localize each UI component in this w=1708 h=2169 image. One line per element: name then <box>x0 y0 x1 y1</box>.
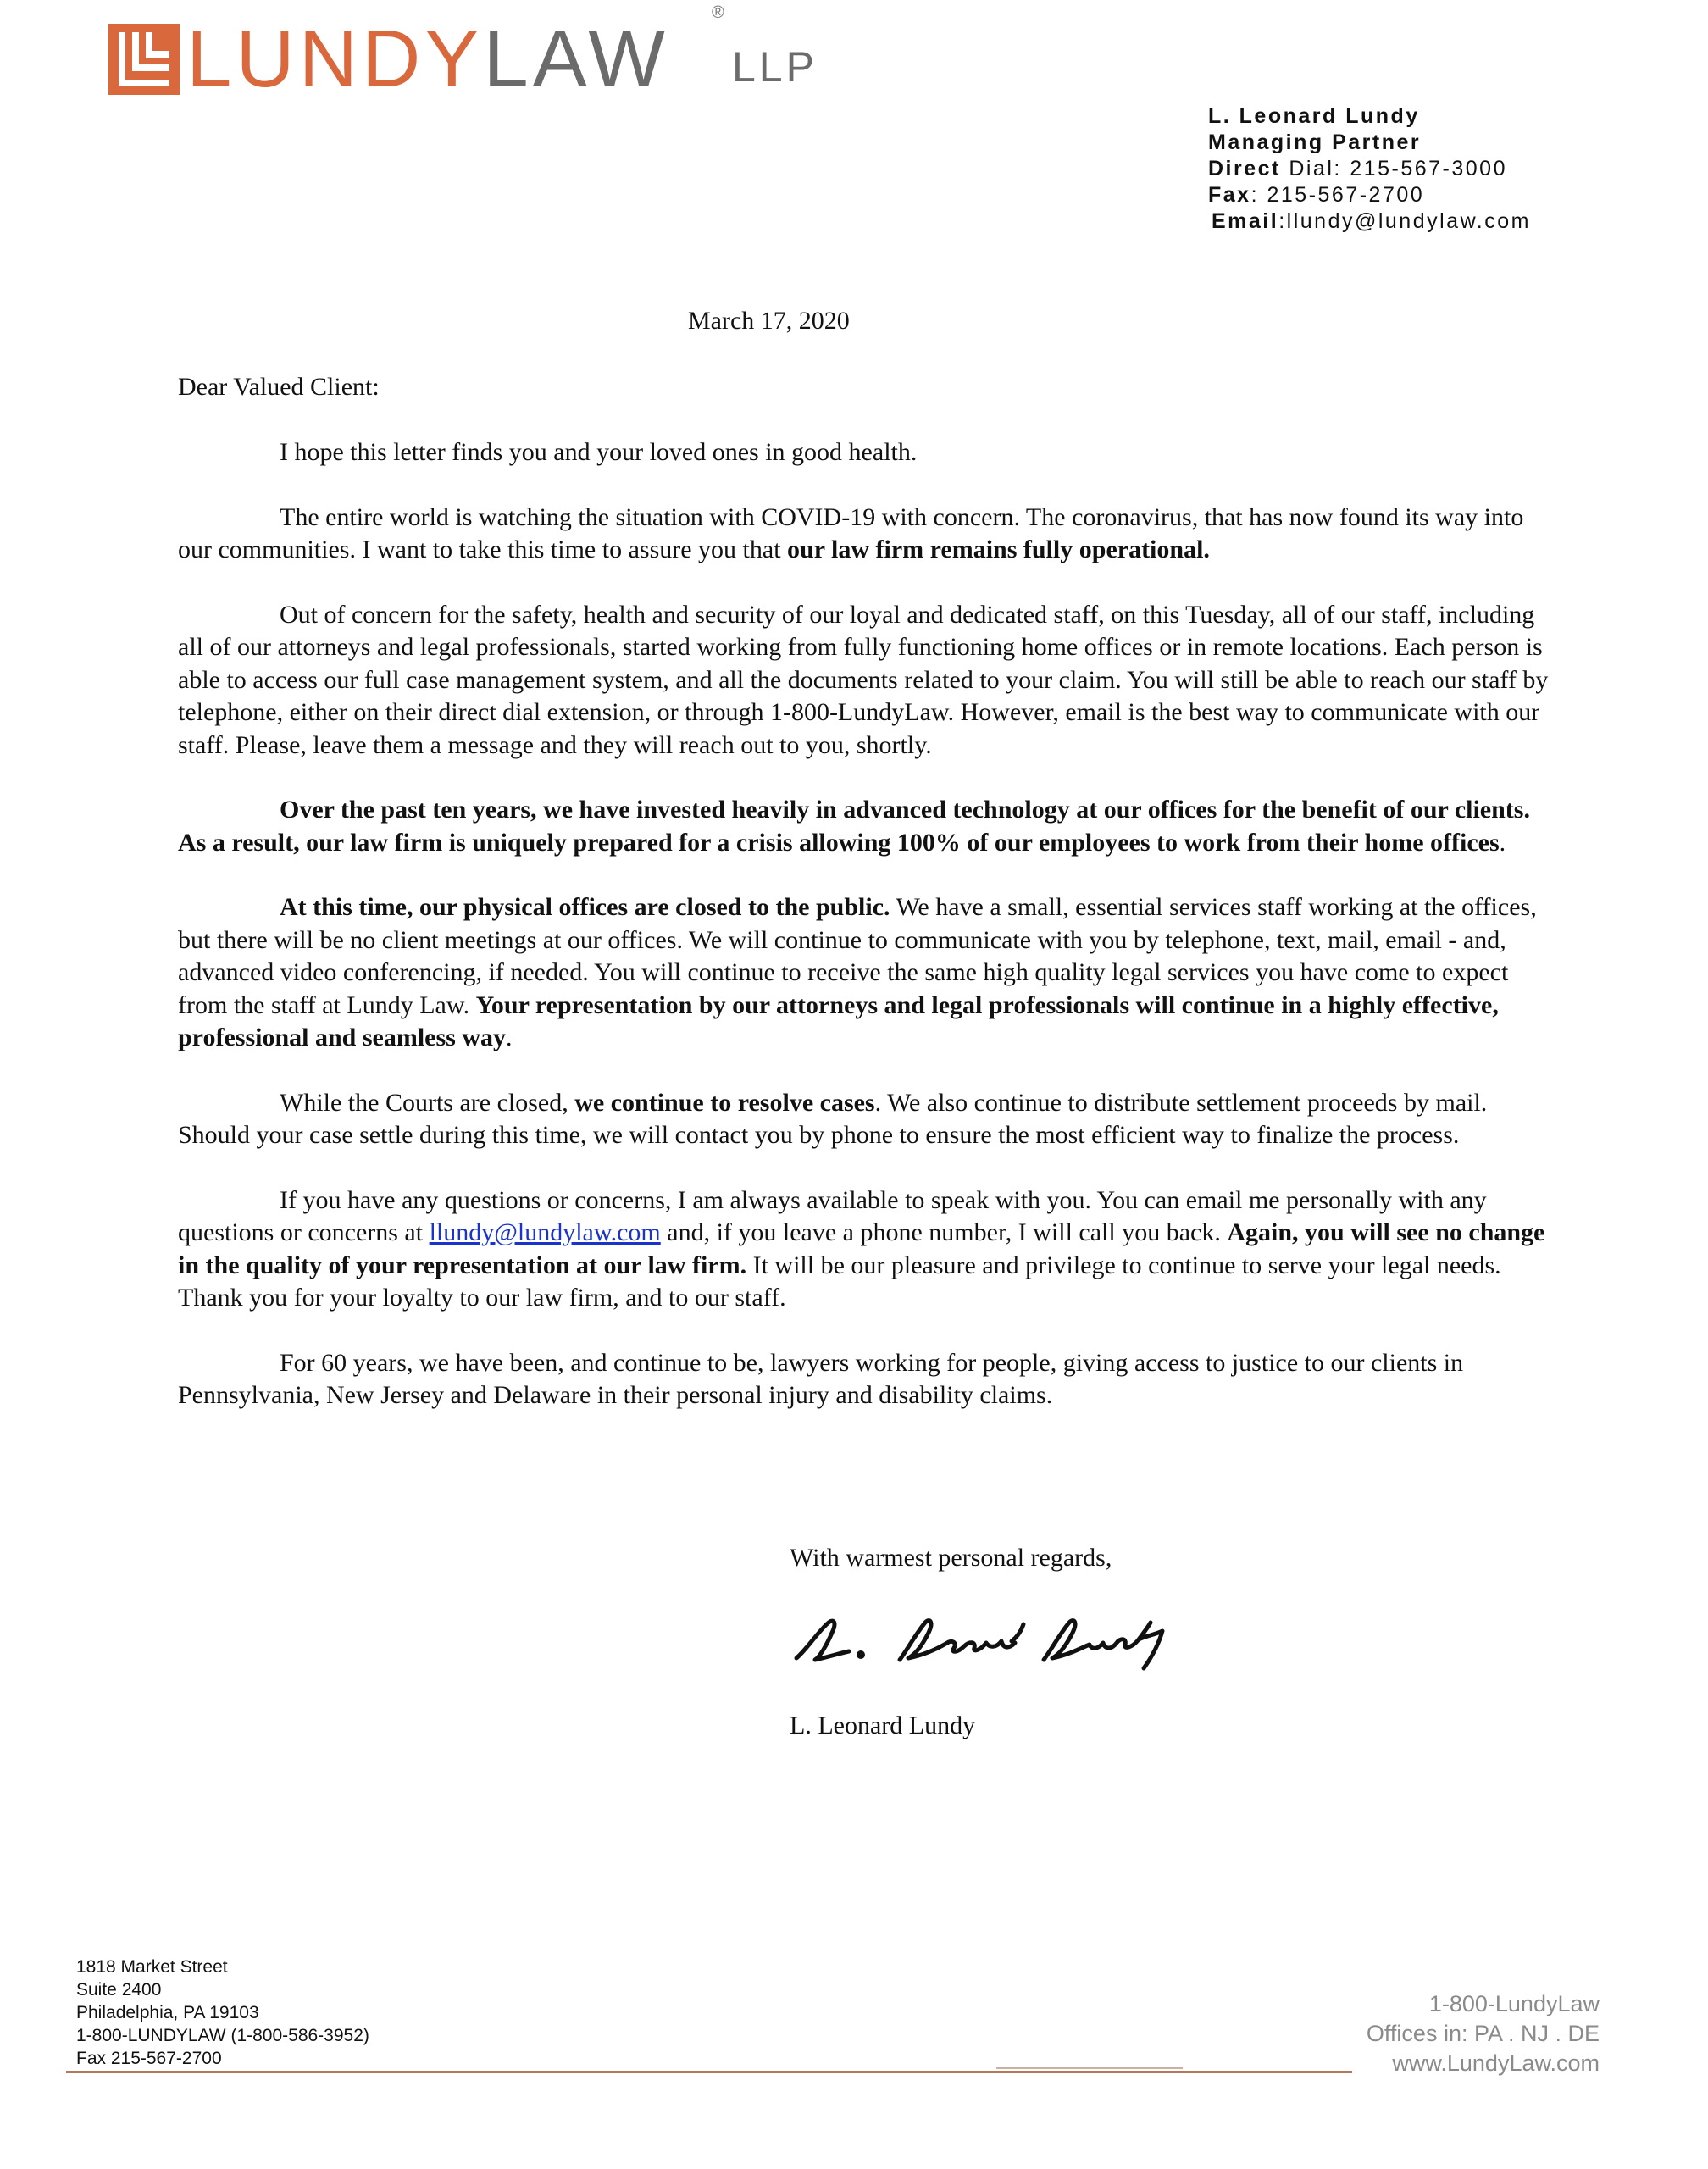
footer-website[interactable]: www.LundyLaw.com <box>1392 2050 1600 2076</box>
logo-wordmark <box>186 14 669 104</box>
sender-name: L. Leonard Lundy <box>1208 104 1420 128</box>
letter-date: March 17, 2020 <box>688 307 850 335</box>
salutation: Dear Valued Client: <box>178 373 380 401</box>
paragraph-4: Over the past ten years, we have invested heavily in advanced technology at our offices for the benefit of our clients. As a result, our law firm is uniquely prepared for a crisis allowing 100% of our employees to work from their home offices. <box>178 796 1530 857</box>
footer-address-line: Fax 215-567-2700 <box>76 2049 222 2068</box>
paragraph-5: At this time, our physical offices are closed to the public. We have a small, essential services staff working at the offices, but there will be no client meetings at our offices. We will continue to communicate with you by telephone, text, mail, email - and, advanced video conferencing, if needed. You will continue to receive the same high quality legal services you have come to expect from the staff at Lundy Law. Your representation by our attorneys and legal professionals will continue in a highly effective, professional and seamless way. <box>178 893 1537 1051</box>
logo-law-text: LAW <box>483 14 669 104</box>
footer-address <box>76 1955 369 2070</box>
footer-offices: Offices in: PA . NJ . DE <box>1366 2021 1600 2046</box>
sender-direct-dial: Direct Dial: 215-567-3000 <box>1208 157 1507 180</box>
closing: With warmest personal regards, <box>790 1544 1112 1572</box>
sender-block <box>1208 103 1531 235</box>
paragraph-6: While the Courts are closed, we continue to resolve cases. We also continue to distribute settlement proceeds by mail. Should your case settle during this time, we will contact you by phone to ensure the most efficient way to finalize the process. <box>178 1088 1488 1149</box>
footer-contact <box>1367 1989 1600 2078</box>
footer-divider-accent <box>996 2067 1183 2069</box>
logo-lundy-text: LUNDY <box>186 14 484 104</box>
paragraph-8: For 60 years, we have been, and continue to be, lawyers working for people, giving access to justice to our clients in Pennsylvania, New Jersey and Delaware in their personal injury and disability claims. <box>178 1348 1464 1409</box>
sender-fax: Fax: 215-567-2700 <box>1208 183 1425 207</box>
email-link[interactable]: llundy@lundylaw.com <box>429 1218 661 1246</box>
logo-llp-text: LLP <box>732 43 818 91</box>
lundy-law-logo <box>108 14 669 104</box>
paragraph-7: If you have any questions or concerns, I am always available to speak with you. You can email me personally with any questions or concerns at llundy@lundylaw.com and, if you leave a phone number, I will call you back. Again, you will see no change in the quality of your representation at our law firm. It will be our pleasure and privilege to continue to serve your legal needs. Thank you for your loyalty to our law firm, and to our staff. <box>178 1185 1545 1312</box>
paragraph-2: The entire world is watching the situation with COVID-19 with concern. The coronavirus, that has now found its way into our communities. I want to take this time to assure you that our law firm remains fully operational. <box>178 502 1524 563</box>
footer-address-line: 1-800-LUNDYLAW (1-800-586-3952) <box>76 2026 369 2045</box>
sender-title: Managing Partner <box>1208 130 1422 154</box>
footer-address-line: Philadelphia, PA 19103 <box>76 2003 259 2022</box>
sender-email: Email:llundy@lundylaw.com <box>1212 209 1531 233</box>
letter-body <box>178 436 1550 1445</box>
footer-address-line: 1818 Market Street <box>76 1957 228 1977</box>
registered-mark: ® <box>712 3 724 22</box>
logo-mark-icon <box>108 24 180 95</box>
footer-address-line: Suite 2400 <box>76 1980 162 2000</box>
signer-name: L. Leonard Lundy <box>790 1711 976 1739</box>
footer-phone: 1-800-LundyLaw <box>1428 1991 1600 2016</box>
footer-divider <box>66 2071 1352 2073</box>
handwritten-signature <box>790 1606 1196 1673</box>
paragraph-3: Out of concern for the safety, health and security of our loyal and dedicated staff, on this Tuesday, all of our staff, including all of our attorneys and legal professionals, started working from fully functioning home offices or in remote locations. Each person is able to access our full case management system, and all the documents related to your claim. You will still be able to reach our staff by telephone, either on their direct dial extension, or through 1-800-LundyLaw. However, email is the best way to communicate with our staff. Please, leave them a message and they will reach out to you, shortly. <box>178 600 1549 759</box>
paragraph-1: I hope this letter finds you and your loved ones in good health. <box>280 438 918 466</box>
